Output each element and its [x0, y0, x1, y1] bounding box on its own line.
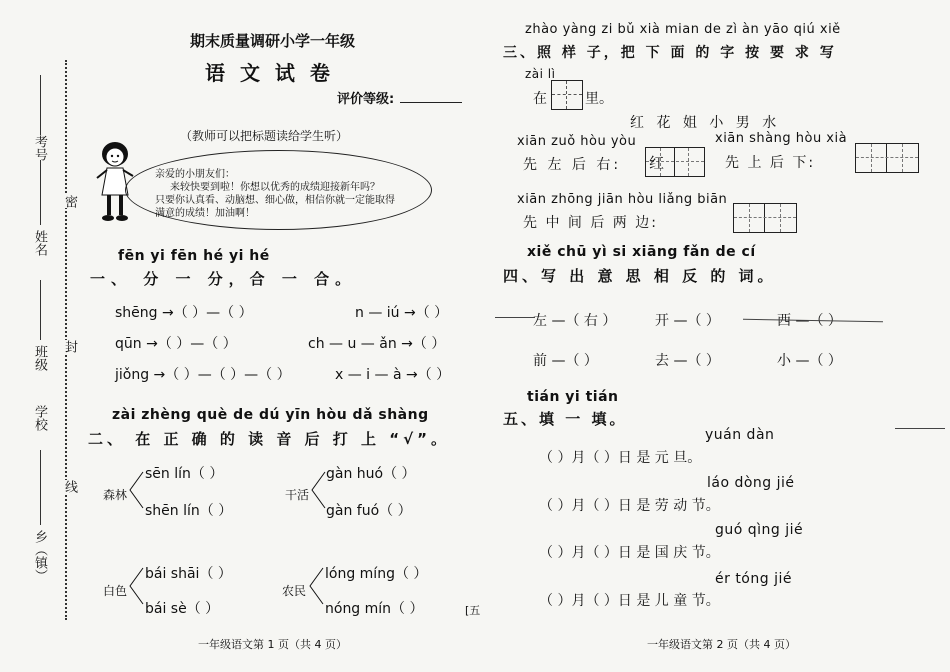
q5-h4-pinyin: ér tóng jié: [715, 571, 792, 587]
nongmin-option-b[interactable]: nóng mín（ ）: [325, 601, 424, 617]
bubble-line-2: 来较快要到啦！你想以优秀的成绩迎接新年吗？: [170, 182, 380, 193]
bracket-ganhuo: [310, 470, 326, 510]
nongmin-option-a[interactable]: lóng míng（ ）: [325, 566, 428, 582]
fill-line-1: [40, 75, 42, 135]
label-mi: 密: [62, 195, 77, 208]
q3-p1-grid[interactable]: [645, 147, 705, 177]
bubble-line-1: 亲爱的小朋友们：: [155, 169, 235, 180]
q4-a2[interactable]: 开 —（ ）: [655, 313, 720, 329]
page-footer-1: 一年级语文第 1 页（共 4 页）: [198, 638, 347, 651]
q4-b3[interactable]: 小 —（ ）: [777, 353, 842, 369]
q3-p2-pinyin: xiān shàng hòu xià: [715, 131, 848, 146]
label-banji: 班级: [32, 345, 47, 371]
stray-mark: [五: [465, 604, 481, 617]
q3-example-right: 里。: [585, 91, 613, 107]
q3-p3-label: 先 中 间 后 两 边:: [523, 215, 658, 231]
word-baise: 白色: [103, 584, 128, 598]
q1-title: 一、 分 一 分，合 一 合。: [90, 270, 357, 288]
q3-example-grid: [551, 80, 583, 110]
senlin-option-b[interactable]: shēn lín（ ）: [145, 503, 233, 519]
baise-option-a[interactable]: bái shāi（ ）: [145, 566, 232, 582]
q5-title: 五、填 一 填。: [503, 410, 628, 428]
q1-row3-right[interactable]: x — i — à →（ ）: [335, 367, 451, 383]
q3-char-list: 红 花 姐 小 男 水: [630, 115, 781, 131]
q4-pinyin: xiě chū yì si xiāng fǎn de cí: [527, 244, 756, 260]
word-senlin: 森林: [103, 488, 128, 502]
q3-example-left: 在: [533, 91, 547, 107]
bubble-line-4: 满意的成绩！加油啊！: [155, 208, 255, 219]
q4-title: 四、写 出 意 思 相 反 的 词。: [503, 267, 777, 285]
bracket-baise: [128, 566, 144, 606]
q4-a1[interactable]: 左 —（ 右 ）: [533, 313, 617, 329]
q5-h1-pinyin: yuán dàn: [705, 427, 775, 443]
q3-p3-pinyin: xiān zhōng jiān hòu liǎng biān: [517, 192, 728, 207]
teacher-note: （教师可以把标题读给学生听）: [180, 129, 349, 143]
q3-p3-grid[interactable]: [733, 203, 797, 233]
bracket-nongmin: [308, 566, 324, 606]
exam-subtitle: 期末质量调研小学一年级: [190, 32, 356, 50]
label-xingming: 姓名: [32, 230, 47, 256]
q4-a3[interactable]: 西 —（ ）: [777, 313, 842, 329]
q5-h2[interactable]: （ ）月（ ）日 是 劳 动 节。: [539, 498, 720, 514]
q3-p1-pinyin: xiān zuǒ hòu yòu: [517, 134, 637, 149]
ganhuo-option-a[interactable]: gàn huó（ ）: [326, 466, 416, 482]
q5-h1[interactable]: （ ）月（ ）日 是 元 旦。: [539, 450, 702, 466]
q1-row3-left[interactable]: jiǒng →（ ）—（ ）—（ ）: [115, 367, 291, 383]
q4-b2[interactable]: 去 —（ ）: [655, 353, 720, 369]
scan-stroke-3: [895, 428, 945, 429]
q5-pinyin: tián yi tián: [527, 389, 619, 405]
page-footer-2: 一年级语文第 2 页（共 4 页）: [647, 638, 796, 651]
senlin-option-a[interactable]: sēn lín（ ）: [145, 466, 224, 482]
label-kaohao: 考号: [32, 135, 47, 161]
label-feng: 封: [62, 340, 77, 353]
q5-h3-pinyin: guó qìng jié: [715, 522, 804, 538]
label-xuexiao: 学校: [32, 405, 47, 431]
label-xiangzhen: 乡（镇）: [32, 530, 47, 582]
q5-h2-pinyin: láo dòng jié: [707, 475, 795, 491]
scan-stroke-1: [495, 317, 535, 318]
grade-field[interactable]: [400, 102, 462, 103]
q1-row2-right[interactable]: ch — u — ǎn →（ ）: [308, 336, 446, 352]
right-page: [475, 0, 950, 672]
q1-row1-right[interactable]: n — iú →（ ）: [355, 305, 449, 321]
fill-line-4: [40, 450, 42, 525]
word-nongmin: 农民: [282, 584, 307, 598]
bracket-senlin: [128, 470, 144, 510]
bubble-line-3: 只要你认真看、动脑想、细心做，相信你就一定能取得: [155, 195, 395, 206]
q3-example-pinyin: zài lì: [525, 67, 556, 81]
q3-p1-answer: 红: [649, 154, 665, 172]
q5-h4[interactable]: （ ）月（ ）日 是 儿 童 节。: [539, 593, 720, 609]
q3-title: 三、照 样 子，把 下 面 的 字 按 要 求 写: [503, 45, 837, 61]
fill-line-2: [40, 160, 42, 225]
q3-p1-label: 先 左 后 右:: [523, 157, 622, 173]
q3-pinyin: zhào yàng zi bǔ xià mian de zì àn yāo qiú xiě: [525, 22, 841, 37]
q3-p2-label: 先 上 后 下:: [725, 155, 816, 171]
q1-row1-left[interactable]: shēng →（ ）—（ ）: [115, 305, 253, 321]
label-xian: 线: [62, 480, 77, 493]
fill-line-3: [40, 280, 42, 340]
q5-h3[interactable]: （ ）月（ ）日 是 国 庆 节。: [539, 545, 720, 561]
word-ganhuo: 干活: [285, 488, 310, 502]
q2-title: 二、 在 正 确 的 读 音 后 打 上 “√”。: [88, 430, 450, 448]
exam-title: 语 文 试 卷: [205, 61, 334, 85]
ganhuo-option-b[interactable]: gàn fuó（ ）: [326, 503, 412, 519]
q3-p2-grid[interactable]: [855, 143, 919, 173]
q1-row2-left[interactable]: qūn →（ ）—（ ）: [115, 336, 237, 352]
q2-pinyin: zài zhèng què de dú yīn hòu dǎ shàng: [112, 407, 429, 423]
baise-option-b[interactable]: bái sè（ ）: [145, 601, 220, 617]
q1-pinyin: fēn yi fēn hé yi hé: [118, 248, 270, 264]
q4-b1[interactable]: 前 —（ ）: [533, 353, 598, 369]
grade-label: 评价等级:: [337, 92, 395, 107]
